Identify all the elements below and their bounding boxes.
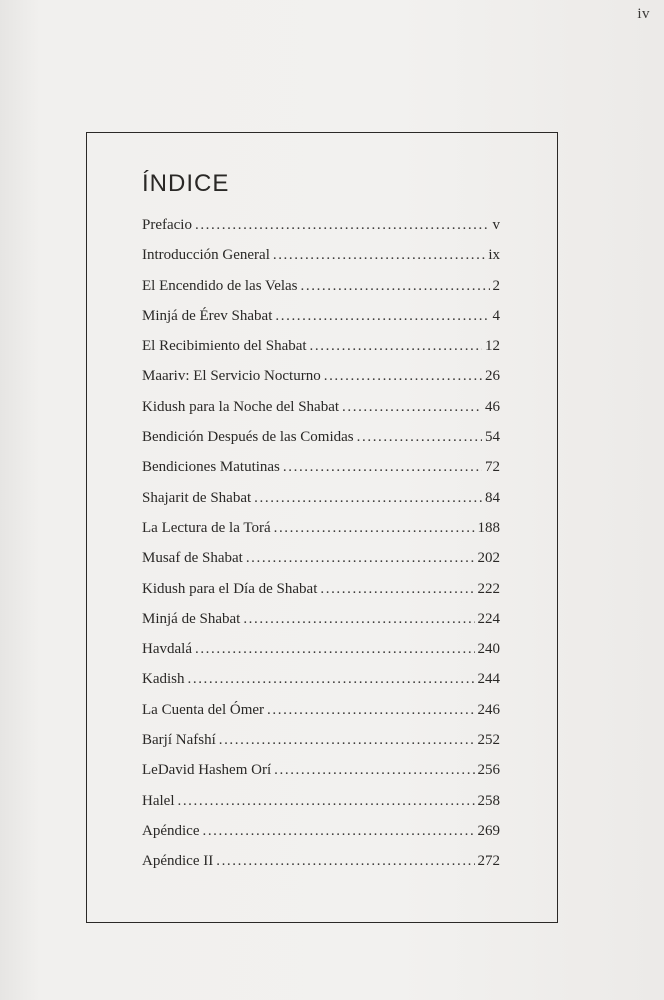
toc-entry-page: 256 xyxy=(477,762,500,779)
toc-entry xyxy=(142,336,500,366)
toc-entry-label: Kadish xyxy=(142,671,185,688)
toc-entry xyxy=(142,397,500,427)
toc-entry-page: 72 xyxy=(485,459,500,476)
toc-entry-label: Bendiciones Matutinas xyxy=(142,459,280,476)
toc-entry xyxy=(142,821,500,851)
toc-dot-leader xyxy=(283,457,482,477)
toc-entry-page: 2 xyxy=(492,277,500,294)
toc-entry-label: Minjá de Shabat xyxy=(142,610,241,627)
toc-entry-label: Apéndice xyxy=(142,822,200,839)
toc-dot-leader xyxy=(202,821,474,841)
toc-entry-label: Introducción General xyxy=(142,247,270,264)
toc-entry-page: 202 xyxy=(477,550,500,567)
toc-dot-leader xyxy=(195,639,475,659)
toc-entry-label: El Recibimiento del Shabat xyxy=(142,338,307,355)
toc-entry-page: 246 xyxy=(477,701,500,718)
toc-entry xyxy=(142,609,500,639)
toc-dot-leader xyxy=(275,306,489,326)
toc-entry xyxy=(142,700,500,730)
toc-entry-label: Halel xyxy=(142,792,175,809)
toc-entry xyxy=(142,669,500,699)
toc-entry xyxy=(142,730,500,760)
toc-entry-page: 188 xyxy=(477,519,500,536)
toc-dot-leader xyxy=(246,548,475,568)
toc-entry-page: 269 xyxy=(477,822,500,839)
toc-entry-page: ix xyxy=(488,247,500,264)
toc-dot-leader xyxy=(301,276,490,296)
toc-entry-label: Maariv: El Servicio Nocturno xyxy=(142,368,321,385)
toc-dot-leader xyxy=(219,730,475,750)
toc-dot-leader xyxy=(320,579,474,599)
toc-entry xyxy=(142,276,500,306)
toc-entry-label: Barjí Nafshí xyxy=(142,732,216,749)
toc-entry xyxy=(142,427,500,457)
toc-dot-leader xyxy=(243,609,474,629)
toc-dot-leader xyxy=(342,397,482,417)
toc-entry-label: Bendición Después de las Comidas xyxy=(142,429,354,446)
toc-entry xyxy=(142,579,500,609)
toc-entry xyxy=(142,760,500,790)
toc-entry-label: Musaf de Shabat xyxy=(142,550,243,567)
toc-entry xyxy=(142,548,500,578)
toc-entry xyxy=(142,851,500,881)
toc-entry xyxy=(142,457,500,487)
toc-dot-leader xyxy=(267,700,474,720)
toc-title: ÍNDICE xyxy=(142,170,230,197)
toc-entry-label: Kidush para la Noche del Shabat xyxy=(142,398,340,415)
toc-frame xyxy=(86,132,558,923)
toc-entry xyxy=(142,791,500,821)
toc-entry-label: La Lectura de la Torá xyxy=(142,519,271,536)
toc-entry-page: 244 xyxy=(477,671,500,688)
toc-entry-page: 258 xyxy=(477,792,500,809)
toc-entry-label: Apéndice II xyxy=(142,853,214,870)
toc-entry-page: 84 xyxy=(485,489,500,506)
toc-entry xyxy=(142,366,500,396)
toc-entry-page: 272 xyxy=(477,853,500,870)
toc-entry-label: Shajarit de Shabat xyxy=(142,489,252,506)
toc-entry-page: 54 xyxy=(485,429,500,446)
toc-entry-page: 224 xyxy=(477,610,500,627)
toc-entry-label: Prefacio xyxy=(142,217,192,233)
page-number: iv xyxy=(637,6,650,22)
toc-entry-page: 26 xyxy=(485,368,500,385)
toc-dot-leader xyxy=(274,518,475,538)
toc-entry-label: El Encendido de las Velas xyxy=(142,277,298,294)
toc-dot-leader xyxy=(324,366,482,386)
toc-entry-page: 252 xyxy=(477,732,500,749)
toc-dot-leader xyxy=(310,336,482,356)
toc-entry-page: 240 xyxy=(477,641,500,658)
toc-entry-label: Kidush para el Día de Shabat xyxy=(142,580,318,597)
toc-entry-label: La Cuenta del Ómer xyxy=(142,701,265,718)
toc-entry xyxy=(142,518,500,548)
toc-entry-page: 4 xyxy=(492,307,500,324)
toc-entry-page: 222 xyxy=(477,580,500,597)
toc-entry-label: LeDavid Hashem Orí xyxy=(142,762,272,779)
toc-entry-label: Minjá de Érev Shabat xyxy=(142,307,273,324)
toc-entry xyxy=(142,245,500,275)
toc-entry xyxy=(142,488,500,518)
toc-entry-page: v xyxy=(492,217,500,233)
toc-entry xyxy=(142,639,500,669)
toc-dot-leader xyxy=(254,488,482,508)
toc-dot-leader xyxy=(195,215,490,235)
toc-entry-label: Havdalá xyxy=(142,641,192,658)
toc-dot-leader xyxy=(357,427,482,447)
toc-entry-page: 12 xyxy=(485,338,500,355)
toc-dot-leader xyxy=(188,669,475,689)
toc-entry xyxy=(142,306,500,336)
toc-entry xyxy=(142,215,500,245)
toc-dot-leader xyxy=(216,851,474,871)
toc-dot-leader xyxy=(177,791,474,811)
toc-dot-leader xyxy=(273,245,485,265)
toc-entry-page: 46 xyxy=(485,398,500,415)
toc-list xyxy=(142,215,500,882)
toc-dot-leader xyxy=(274,760,474,780)
